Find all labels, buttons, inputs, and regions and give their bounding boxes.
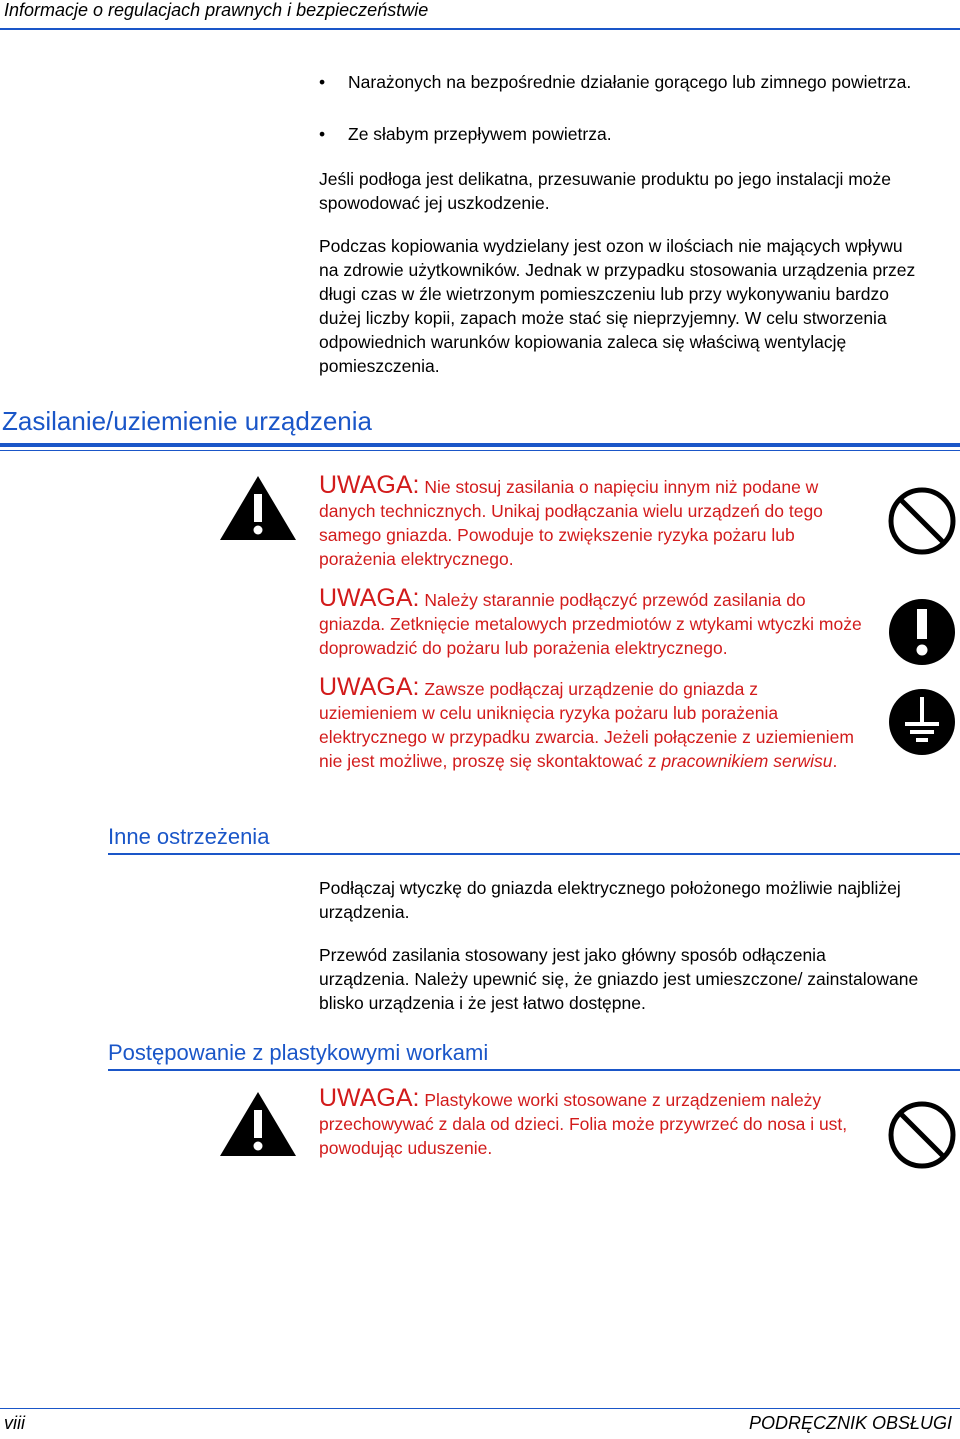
paragraph: Podczas kopiowania wydzielany jest ozon w ilościach nie mających wpływu na zdrowie użytkowników. Jednak w przypadku stosowania urządzenia przez długi czas w źle wietrzonym pomieszczeniu lub przy wykonywaniu bardzo dużej liczby kopii, zapach może stać się nieprzyjemny. W celu stworzenia odpowiednich warunków kopiowania zaleca się właściwą wentylację pomieszczenia.	[319, 236, 916, 376]
bullet-dot: •	[319, 72, 326, 92]
section-rule	[108, 1069, 960, 1071]
warning-note	[319, 1086, 874, 1160]
warning-text-end: .	[832, 751, 838, 771]
warning-triangle-icon	[218, 1090, 298, 1158]
warning-text-italic: pracownikiem serwisu	[661, 751, 833, 771]
warning-text: Nie stosuj zasilania o napięciu innym niż podane w danych technicznych. Unikaj podłączania wielu urządzeń do tego samego gniazda. Powoduje to zwiększenie ryzyka pożaru lub porażenia elektrycznego.	[319, 477, 823, 569]
section-rule	[0, 443, 960, 447]
bullet-dot: •	[319, 124, 326, 144]
warning-text: Plastykowe worki stosowane z urządzeniem należy przechowywać z dala od dzieci. Folia może przywrzeć do nosa i ust, powodując uduszenie.	[319, 1090, 848, 1158]
header-title: Informacje o regulacjach prawnych i bezpieczeństwie	[4, 0, 429, 20]
paragraph: Przewód zasilania stosowany jest jako główny sposób odłączenia urządzenia. Należy upewnić się, że gniazdo jest umieszczone/ zainstalowane blisko urządzenia i że jest łatwo dostępne.	[319, 945, 919, 1013]
warning-triangle-icon	[218, 474, 298, 542]
warning-text: Należy starannie podłączyć przewód zasilania do gniazda. Zetknięcie metalowych przedmiotów z wtykami wtyczki może doprowadzić do pożaru lub porażenia elektrycznego.	[319, 590, 862, 658]
section-rule	[108, 853, 960, 855]
bullet-text: Narażonych na bezpośrednie działanie gorącego lub zimnego powietrza.	[348, 72, 912, 92]
warning-label: UWAGA:	[319, 584, 420, 612]
warning-text: Zawsze podłączaj urządzenie do gniazda z uziemieniem w celu uniknięcia ryzyka pożaru lub porażenia elektrycznego w przypadku zwarcia. Jeżeli połączenie z uziemieniem nie jest możliwe, proszę się skontaktować z	[319, 679, 854, 771]
warning-label: UWAGA:	[319, 471, 420, 499]
manual-title: PODRĘCZNIK OBSŁUGI	[748, 1413, 952, 1433]
section-title-bags: Postępowanie z plastykowymi workami	[108, 1040, 489, 1065]
section-rule-thin	[0, 450, 960, 451]
section-title-power: Zasilanie/uziemienie urządzenia	[2, 406, 372, 436]
prohibition-icon	[887, 1100, 957, 1170]
warning-note	[319, 675, 859, 773]
section-title-other: Inne ostrzeżenia	[108, 824, 270, 849]
warning-note	[319, 473, 874, 571]
paragraph: Jeśli podłoga jest delikatna, przesuwanie produktu po jego instalacji może spowodować jej uszkodzenie.	[319, 169, 892, 213]
warning-label: UWAGA:	[319, 673, 420, 701]
footer-rule	[0, 1408, 960, 1409]
ground-icon	[887, 687, 957, 757]
prohibition-icon	[887, 486, 957, 556]
mandatory-exclamation-icon	[887, 597, 957, 667]
warning-note	[319, 586, 874, 660]
page-header	[0, 0, 960, 30]
paragraph: Podłączaj wtyczkę do gniazda elektrycznego położonego możliwie najbliżej urządzenia.	[319, 878, 901, 922]
bullet-text: Ze słabym przepływem powietrza.	[348, 124, 612, 144]
header-rule	[0, 28, 960, 30]
warning-label: UWAGA:	[319, 1084, 420, 1112]
page-number: viii	[4, 1413, 25, 1433]
